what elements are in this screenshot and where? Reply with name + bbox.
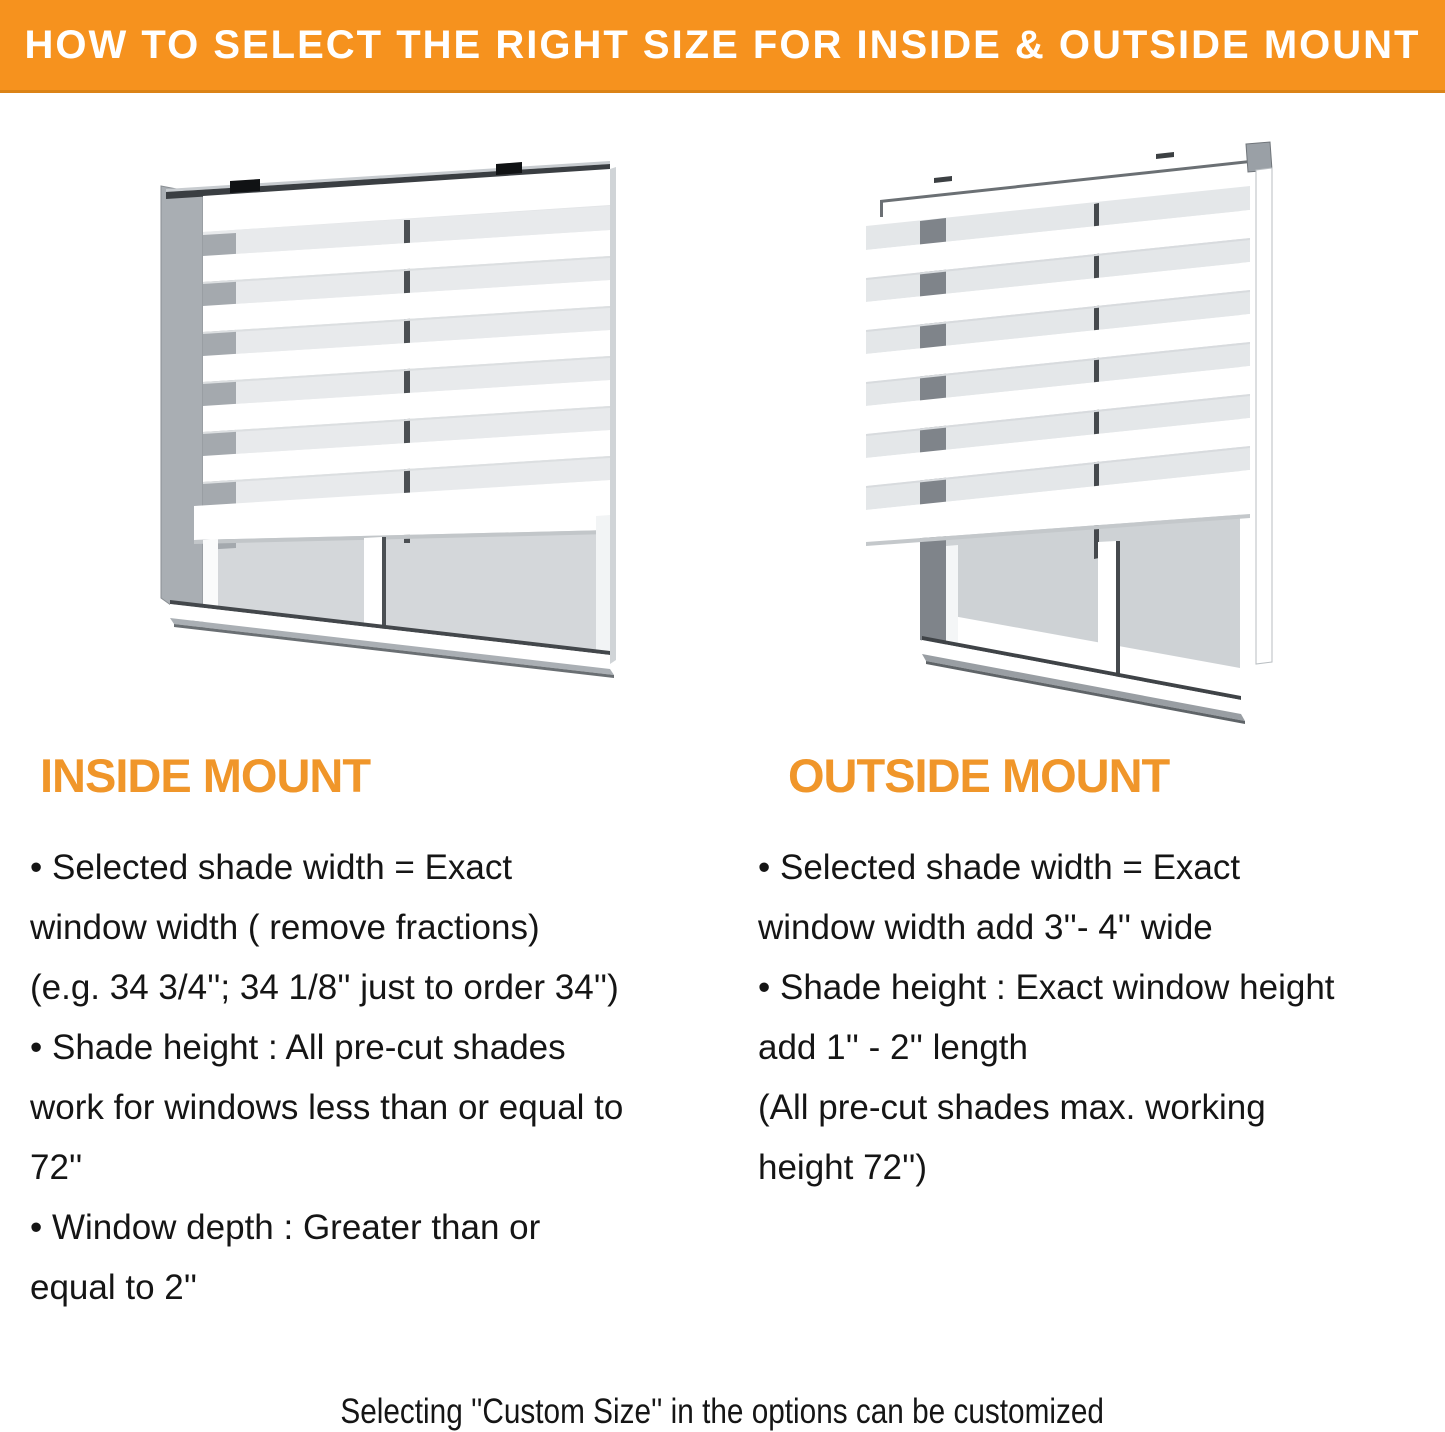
outside-mount-instructions [758, 838, 1418, 1198]
instruction-line: 72'' [30, 1148, 83, 1187]
outside-mount-window-illustration-icon [858, 138, 1298, 728]
instruction-line: add 1'' - 2'' length [758, 1028, 1028, 1067]
outside-mount-heading: OUTSIDE MOUNT [788, 749, 1170, 802]
inside-mount-window-illustration-icon [158, 148, 618, 708]
custom-size-note-text: Selecting ''Custom Size'' in the options can be customized [340, 1392, 1105, 1431]
instruction-line: (All pre-cut shades max. working [758, 1088, 1266, 1127]
instruction-line: • Shade height : All pre-cut shades [30, 1028, 566, 1067]
instruction-line: window width ( remove fractions) [30, 908, 540, 947]
header-banner [0, 0, 1445, 93]
instruction-line: work for windows less than or equal to [30, 1088, 624, 1127]
custom-size-note [0, 1392, 1445, 1432]
instruction-line: • Selected shade width = Exact [758, 848, 1241, 887]
instruction-line: window width add 3''- 4'' wide [758, 908, 1213, 947]
instruction-line: (e.g. 34 3/4''; 34 1/8'' just to order 34'') [30, 968, 619, 1007]
instruction-line: equal to 2'' [30, 1268, 198, 1307]
instruction-line: • Shade height : Exact window height [758, 968, 1335, 1007]
instruction-line: height 72'') [758, 1148, 928, 1187]
inside-mount-instructions [30, 838, 730, 1318]
instruction-line: • Window depth : Greater than or [30, 1208, 541, 1247]
instruction-line: • Selected shade width = Exact [30, 848, 513, 887]
inside-mount-heading: INSIDE MOUNT [40, 749, 371, 802]
banner-title: HOW TO SELECT THE RIGHT SIZE FOR INSIDE & OUTSIDE MOUNT [24, 22, 1421, 67]
